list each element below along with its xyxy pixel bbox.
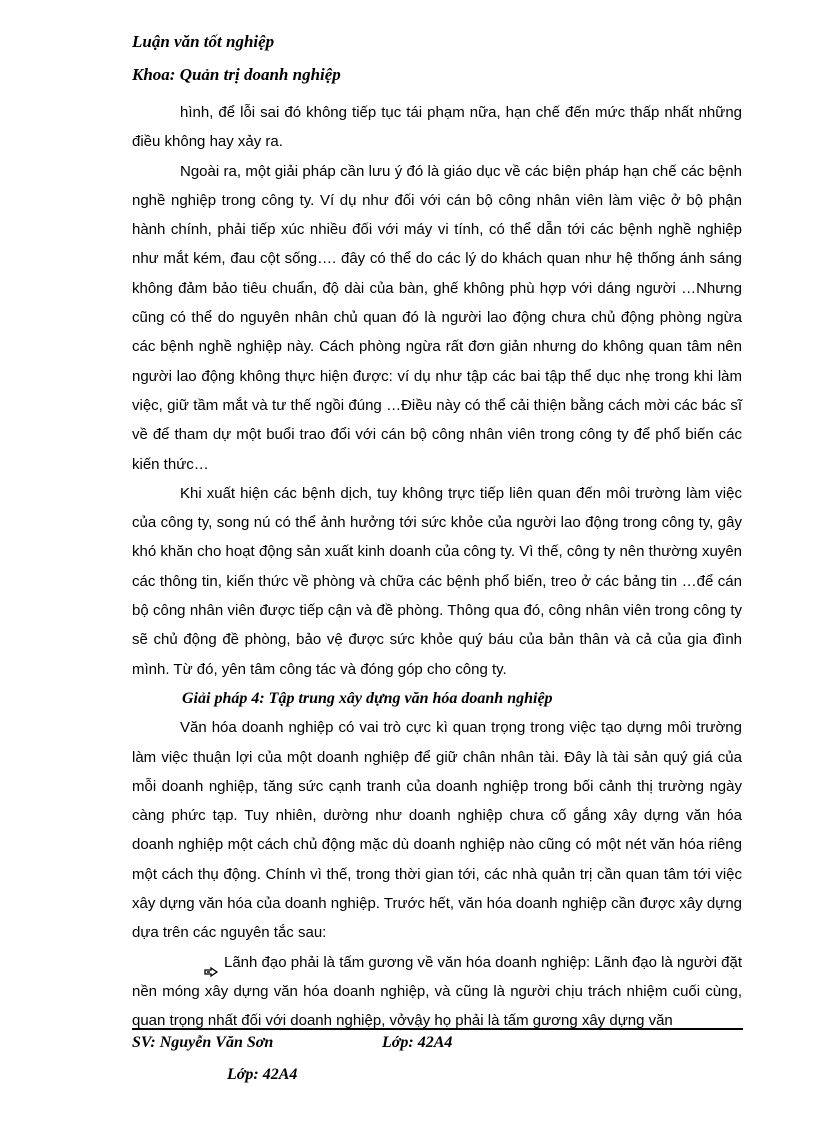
header-faculty: Khoa: Quản trị doanh nghiệp: [132, 65, 341, 84]
footer-student-name: SV: Nguyễn Văn Sơn: [132, 1034, 274, 1051]
section-heading: Giải pháp 4: Tập trung xây dựng văn hóa doanh nghiệp: [182, 689, 553, 707]
bullet-item: [132, 948, 742, 1036]
header-thesis-title: Luận văn tốt nghiệp: [132, 32, 275, 51]
footer-class: Lớp: 42A4: [382, 1034, 453, 1051]
bullet-text: Lãnh đạo phải là tấm gương về văn hóa doanh nghiệp: Lãnh đạo là người đặt nền móng xây dựng văn hóa doanh nghiệp, và cũng là người chịu trách nhiệm cuối cùng, quan trọng nhất đối với doanh nghiệp, vởvậy họ phải là tấm gương xây dựng văn: [132, 953, 742, 1030]
footer-class-repeat: Lớp: 42A4: [227, 1066, 298, 1083]
document-body: [132, 98, 742, 1036]
paragraph-epidemic: Khi xuất hiện các bệnh dịch, tuy không trực tiếp liên quan đến môi trường làm việc của công ty, song nú có thể ảnh hưởng tới sức khỏe của người lao động trong công ty, gây khó khăn cho hoạt động sản xuất kinh doanh của công ty. Vì thế, công ty nên thường xuyên các thông tin, kiến thức về phòng và chữa các bệnh phổ biến, treo ở các bảng tin …để cán bộ công nhân viên được tiếp cận và đề phòng. Thông qua đó, công nhân viên trong công ty sẽ chủ động đề phòng, bảo vệ được sức khỏe quý báu của bản thân và cả của gia đình mình. Từ đó, yên tâm công tác và đóng góp cho công ty.: [132, 484, 742, 678]
footer-divider: [132, 1028, 743, 1030]
paragraph-occupational-disease: Ngoài ra, một giải pháp cần lưu ý đó là giáo dục về các biện pháp hạn chế các bệnh nghề nghiệp trong công ty. Ví dụ như đối với cán bộ công nhân viên làm việc ở bộ phận hành chính, phải tiếp xúc nhiều đối với máy vi tính, có thể dẫn tới các bệnh nghề nghiệp như mắt kém, đau cột sống…. đây có thể do các lý do khách quan như hệ thống ánh sáng không đảm bảo tiêu chuẩn, độ dài của bàn, ghế không phù hợp với dáng người …Nhưng cũng có thể do nguyên nhân chủ quan đó là người lao động chưa chủ động phòng ngừa các bệnh nghề nghiệp này. Cách phòng ngừa rất đơn giản nhưng do không quan tâm nên người lao động không thực hiện được: ví dụ như tập các bai tập thể dục nhẹ trong khi làm việc, giữ tầm mắt và tư thế ngồi đúng …Điều này có thể cải thiện bằng cách mời các bác sĩ về để tham dự một buổi trao đổi với cán bộ công nhân viên trong công ty để phổ biến các kiến thức…: [132, 162, 742, 473]
paragraph-continuation: hình, để lỗi sai đó không tiếp tục tái phạm nữa, hạn chế đến mức thấp nhất những điều không hay xảy ra.: [132, 104, 742, 151]
paragraph-corporate-culture: Văn hóa doanh nghiệp có vai trò cực kì quan trọng trong việc tạo dựng môi trường làm việc thuận lợi của một doanh nghiệp để giữ chân nhân tài. Đây là tài sản quý giá của mỗi doanh nghiệp, tăng sức cạnh tranh của doanh nghiệp trong bối cảnh thị trường ngày càng phức tạp. Tuy nhiên, dường như doanh nghiệp chưa cố gắng xây dựng văn hóa doanh nghiệp một cách chủ động mặc dù doanh nghiệp nào cũng có một nét văn hóa riêng một cách thụ động. Chính vì thế, trong thời gian tới, các nhà quản trị cần quan tâm tới việc xây dựng văn hóa của doanh nghiệp. Trước hết, văn hóa doanh nghiệp cần được xây dựng dựa trên các nguyên tắc sau:: [132, 719, 742, 942]
pointing-hand-icon: [204, 958, 218, 968]
